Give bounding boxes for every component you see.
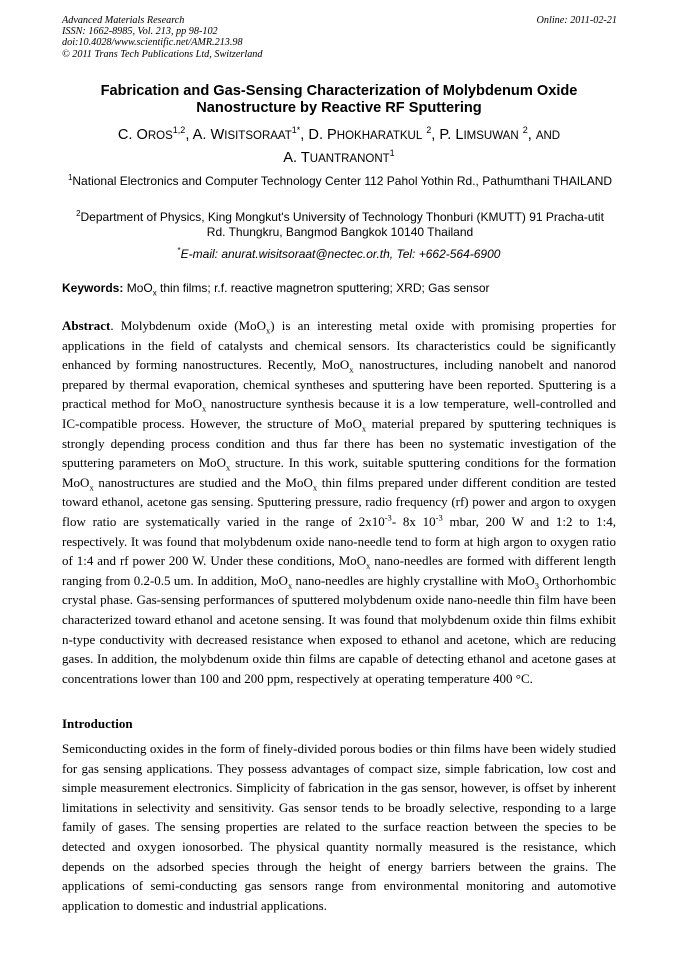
author-list: C. OROS$^{1,2}$, A. $WISITSORAAT^{1*}$, D. PHOKHARATKUL $^2$, P. LIMSUWAN $^2$, AND A. TUANTRANONT$^1$ <box>117 125 561 166</box>
keywords: Keywords: MoO$_x$ thin films; r.f. reactive magnetron sputtering; XRD; Gas sensor <box>62 281 490 298</box>
author-and: AND <box>535 130 561 142</box>
corresponding-email: *E-mail: anurat.wisitsoraat@nectec.or.th, Tel: +662-564-6900 <box>177 246 501 261</box>
issn: ISSN: 1662-8985, Vol. 213, pp 98-102 <box>62 26 218 38</box>
abstract: Abstract. Molybdenum oxide (MoO$_x$) is an interesting metal oxide with promising properties for applications in the field of catalysts and chemical sensors. Its characteristics could be significantly enhanced by forming nanostructures. Recently, MoO$_x$ nanostructures, including nanobelt and nanorod prepared by thermal evaporation, chemical syntheses and sputtering have been reported. Sputtering is a practical method for MoO$_x$ nanostructure synthesis because it is a low temperature, well-controlled and IC-compatible process. However, the structure of MoO$_x$ material prepared by sputtering techniques is strongly depending process condition and thus far there has been no systematic investigation of the sputtering parameters on MoO$_x$ structure. In this work, suitable sputtering conditions for the formation MoO$_x$ nanostructures are studied and the MoO$_x$ thin films prepared under different condition are tested toward ethanol, acetone gas sensing. Sputtering pressure, radio frequency (rf) power and argon to oxygen flow ratio are systematically varied in the range of $2x10^{-3}-$ 8x $10^{-3}$ mbar, 200 W and 1:2 to 1:4, respectively. It was found that molybdenum oxide nano-needle tend to form at high argon to oxygen ratio of 1:4 and rf power 200 W. Under these conditions, MoO$_x$ nano-needles are formed with different length ranging from 0.2-0.5 um. In addition, MoO$_x$ nano-needles are highly crystalline with MoO$_3$ Orthorhombic crystal phase. Gas-sensing performances of sputtered molybdenum oxide nano-needle thin film have been characterized toward ethanol and acetone sensing. It was found that molybdenum oxide thin films exhibit n-type conductivity with decreased resistance when exposed to ethanol and acetone, which are reducing gases. In addition, the molybdenum oxide thin films are capable of detecting ethanol and acetone gases at concentrations lower than 100 and 200 ppm, respectively at operating temperature 400 °C. <box>62 318 616 686</box>
title-line-2: Nanostructure by Reactive RF Sputtering <box>196 99 482 116</box>
journal-name: Advanced Materials Research <box>62 15 185 26</box>
author-1: C. OROS$^{1,2}$ <box>117 125 186 143</box>
paper-title <box>62 83 616 116</box>
introduction-heading: Introduction <box>62 716 133 731</box>
author-5: A. TUANTRANONT$^1$ <box>283 148 395 166</box>
online-date: Online: 2011-02-21 <box>536 15 617 26</box>
author-4: P. LIMSUWAN $^2$ <box>439 125 528 143</box>
author-2: A. $WISITSORAAT^{1*}$ <box>192 125 301 143</box>
keywords-label: Keywords: <box>62 281 124 295</box>
copyright: © 2011 Trans Tech Publications Ltd, Switzerland <box>62 48 263 60</box>
introduction-text: Semiconducting oxides in the form of finely-divided porous bodies or thin films have been widely studied for gas sensing applications. They possess advantages of compact size, simple fabrication, low cost and simple measurement electronics. Simplicity of fabrication in the gas sensor, however, is offset by inherent limitations in selectivity and sensitivity. Gas sensor tends to be broadly selective, responding to a large family of gases. The sensing properties are related to the surface reaction between the species to be detected and oxygen ionosorbed. The physical quantity normally measured is the resistance, which depends on the adsorbed species through the height of energy barriers between the grains. The applications of semi-conducting gas sensors range from environmental monitoring and automotive application to domestic and industrial applications. <box>62 741 616 913</box>
doi: doi:10.4028/www.scientific.net/AMR.213.98 <box>62 37 243 49</box>
author-3: D. PHOKHARATKUL $^2$ <box>308 125 432 143</box>
abstract-label: Abstract <box>62 318 111 333</box>
journal-header <box>62 15 617 60</box>
title-line-1: Fabrication and Gas-Sensing Characterization of Molybdenum Oxide <box>100 83 578 99</box>
affiliation-1: $^1$National Electronics and Computer Technology Center 112 Pahol Yothin Rd., Pathumthani THAILAND <box>67 173 613 188</box>
affiliation-2: $^2$Department of Physics, King Mongkut's University of Technology Thonburi (KMUTT) 91 Pracha-utit Rd. Thungkru, Bangmod Bangkok 10140 Thailand <box>76 209 604 239</box>
